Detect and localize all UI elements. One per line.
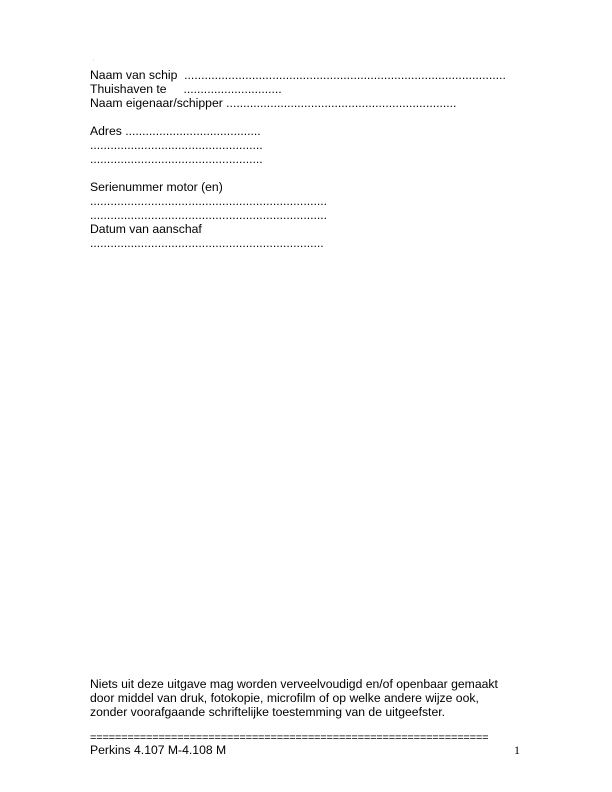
footer-rule: ================================================================ xyxy=(90,732,489,744)
field-naam-eigenaar: Naam eigenaar/schipper .................................................................... xyxy=(90,96,457,110)
field-thuishaven: Thuishaven te ............................. xyxy=(90,82,282,96)
field-adres-line-3: ................................................... xyxy=(90,152,263,166)
field-naam-van-schip: Naam van schip ............................................................................................... xyxy=(90,68,506,82)
field-serienummer-line-2: ...................................................................... xyxy=(90,208,328,222)
field-adres-line-2: ................................................... xyxy=(90,138,263,152)
label-datum-aanschaf: Datum van aanschaf xyxy=(90,222,202,236)
footer-title: Perkins 4.107 M-4.108 M xyxy=(90,743,227,757)
copyright-notice-line-2: door middel van druk, fotokopie, microfilm of op welke andere wijze ook, xyxy=(90,691,479,705)
page-number: 1 xyxy=(514,743,520,757)
copyright-notice-line-3: zonder voorafgaande schriftelijke toestemming van de uitgeefster. xyxy=(90,705,445,719)
field-datum-aanschaf: ..................................................................... xyxy=(90,236,324,250)
scan-mark: ' xyxy=(93,59,94,65)
field-serienummer-line-1: ...................................................................... xyxy=(90,194,328,208)
copyright-notice-line-1: Niets uit deze uitgave mag worden verveelvoudigd en/of openbaar gemaakt xyxy=(90,677,498,691)
label-serienummer: Serienummer motor (en) xyxy=(90,180,223,194)
field-adres: Adres ........................................ xyxy=(90,124,261,138)
